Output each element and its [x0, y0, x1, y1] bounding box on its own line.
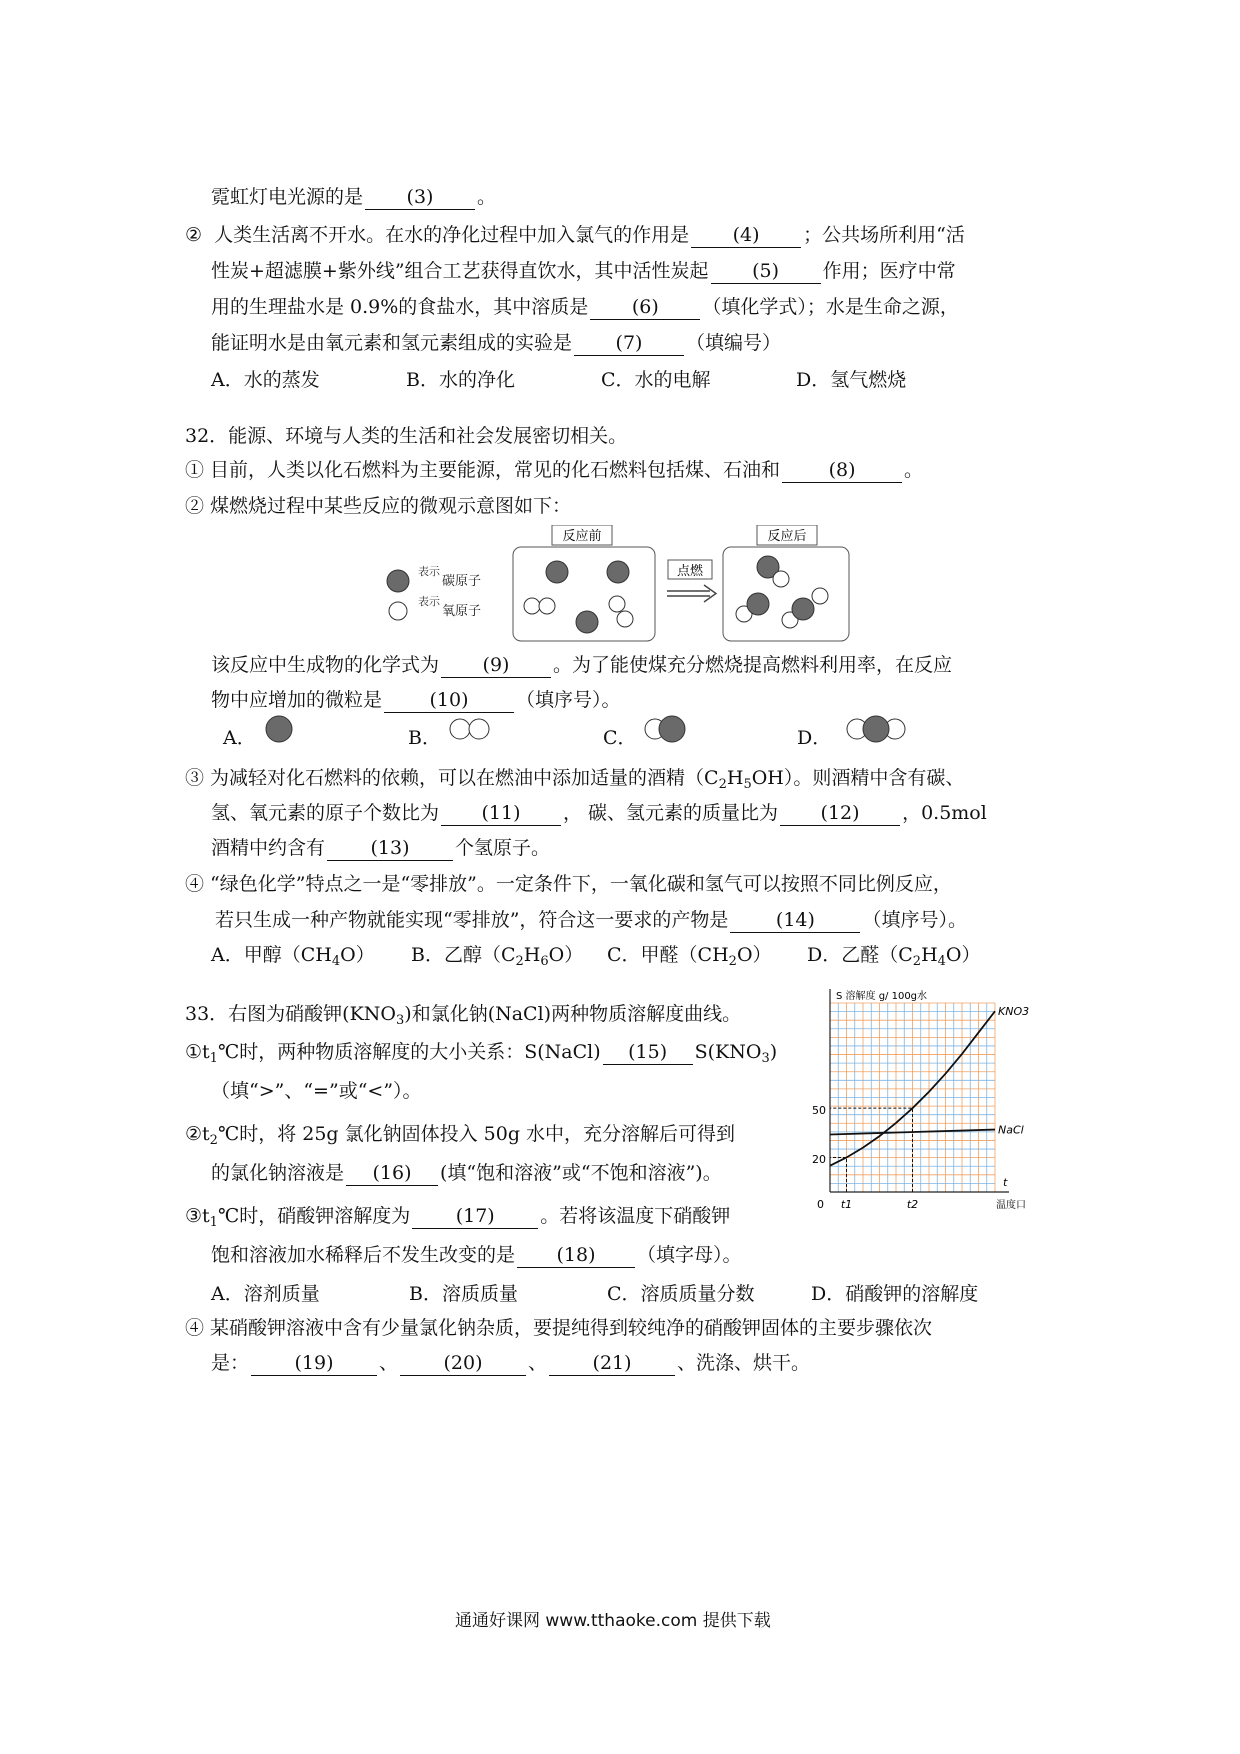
- subscript: 2: [718, 777, 727, 792]
- answer-blank-11[interactable]: (11): [441, 801, 561, 826]
- oxygen-atom-icon: [812, 588, 828, 604]
- text: 能证明水是由氧元素和氢元素组成的实验是: [211, 332, 573, 354]
- text: OH）。则酒精中含有碳、: [751, 767, 965, 789]
- option-label: C．: [603, 727, 637, 749]
- q33-item-3-line-2: [211, 1242, 742, 1268]
- chart-axes: [830, 989, 1009, 1192]
- option-c[interactable]: C．溶质质量分数: [607, 1283, 755, 1305]
- text: 用的生理盐水是 0.9%的食盐水，其中溶质是: [211, 296, 589, 318]
- carbon-atom-icon: [792, 598, 814, 620]
- text: H: [726, 767, 744, 789]
- q32-item-4-line-2: [215, 907, 967, 933]
- option-b[interactable]: [411, 942, 607, 975]
- text: 。: [904, 459, 924, 481]
- q31-item-2-line-1: [185, 222, 965, 248]
- text: (填“饱和溶液”或“不饱和溶液”)。: [440, 1162, 722, 1184]
- q32-item-3-line-3: [211, 835, 550, 861]
- answer-blank-8[interactable]: (8): [782, 458, 902, 483]
- text: 。若将该温度下硝酸钾: [540, 1205, 731, 1227]
- text: （填字母）。: [637, 1244, 742, 1266]
- text: O）: [548, 944, 584, 966]
- text: )和氯化钠(NaCl)两种物质溶解度曲线。: [404, 1003, 742, 1025]
- particle-option-c[interactable]: [603, 725, 637, 751]
- text: 物中应增加的微粒是: [211, 689, 383, 711]
- oxygen-atom-icon: [609, 596, 625, 612]
- option-b[interactable]: B．水的净化: [406, 369, 515, 391]
- text: ，0.5mol: [902, 802, 987, 824]
- answer-blank-9[interactable]: (9): [441, 653, 551, 678]
- option-b[interactable]: B．溶质质量: [409, 1283, 518, 1305]
- text: A．甲醇（CH: [211, 944, 332, 966]
- particle-option-d[interactable]: [797, 725, 831, 751]
- text: ；公共场所利用“活: [803, 224, 965, 246]
- text: （填序号）。: [862, 909, 967, 931]
- q33-item-4-line-1: ④ 某硝酸钾溶液中含有少量氯化钠杂质，要提纯得到较纯净的硝酸钾固体的主要步骤依次: [185, 1317, 933, 1339]
- subscript: 2: [515, 954, 524, 969]
- q33-item-1-line-2: （填“>”、“=”或“<”）。: [211, 1080, 422, 1102]
- x-tick-label: t1: [840, 1198, 853, 1211]
- text: （填化学式）；水是生命之源，: [702, 296, 959, 318]
- subscript: 3: [761, 1051, 770, 1066]
- answer-blank-10[interactable]: (10): [384, 688, 514, 713]
- answer-blank-16[interactable]: (16): [346, 1161, 438, 1186]
- item-marker: ②: [185, 224, 203, 246]
- option-label: D．: [797, 727, 832, 749]
- text: ③ 为减轻对化石燃料的依赖，可以在燃油中添加适量的酒精（C: [185, 767, 719, 789]
- text: H: [921, 944, 938, 966]
- answer-blank-17[interactable]: (17): [412, 1204, 538, 1229]
- carbon-atom-icon: [576, 611, 598, 633]
- text: O）: [736, 944, 772, 966]
- option-d[interactable]: [807, 942, 997, 975]
- text: O）: [945, 944, 981, 966]
- text: 人类生活离不开水。在水的净化过程中加入氯气的作用是: [214, 224, 690, 246]
- answer-blank-13[interactable]: (13): [327, 836, 453, 861]
- q33-item-4-line-2: [211, 1350, 810, 1376]
- text: 个氢原子。: [455, 837, 551, 859]
- option-a[interactable]: A．水的蒸发: [211, 369, 320, 391]
- x-tick-label: t2: [906, 1198, 919, 1211]
- subscript: 5: [743, 777, 752, 792]
- particle-co-molecule-icon: [640, 714, 692, 746]
- carbon-atom-icon: [546, 561, 568, 583]
- carbon-atom-icon: [747, 593, 769, 615]
- q33-item-2-line-1: [185, 1121, 735, 1154]
- text: 、: [379, 1352, 399, 1374]
- q32-item-2: ② 煤燃烧过程中某些反应的微观示意图如下：: [185, 495, 572, 517]
- text: ②t: [185, 1123, 210, 1145]
- text: B．乙醇（C: [411, 944, 516, 966]
- text: 氢、氧元素的原子个数比为: [211, 802, 440, 824]
- solubility-chart: [810, 985, 1070, 1235]
- particle-option-b[interactable]: [408, 725, 441, 751]
- subscript: 1: [209, 1215, 218, 1230]
- text: 33．右图为硝酸钾(KNO: [185, 1003, 396, 1025]
- carbon-atom-icon: [387, 570, 409, 592]
- text: ℃时，硝酸钾溶解度为: [217, 1205, 411, 1227]
- series-label-KNO3: KNO3: [998, 1005, 1030, 1019]
- text: 的氯化钠溶液是: [211, 1162, 345, 1184]
- text: ① 目前，人类以化石燃料为主要能源，常见的化石燃料包括煤、石油和: [185, 459, 781, 481]
- y-tick-label: 20: [812, 1153, 826, 1167]
- option-d[interactable]: D．氢气燃烧: [796, 369, 907, 391]
- page-footer: 通通好课网 www.tthaoke.com 提供下载: [455, 1611, 771, 1631]
- answer-blank-7[interactable]: (7): [574, 331, 684, 356]
- answer-blank-5[interactable]: (5): [711, 259, 821, 284]
- answer-blank-12[interactable]: (12): [780, 801, 900, 826]
- subscript: 6: [540, 954, 549, 969]
- subscript: 3: [396, 1013, 405, 1028]
- text: ℃时，两种物质溶解度的大小关系：S(NaCl): [217, 1041, 601, 1063]
- text: 酒精中约含有: [211, 837, 326, 859]
- option-d[interactable]: D．硝酸钾的溶解度: [811, 1283, 979, 1305]
- option-c[interactable]: [607, 942, 807, 975]
- x-axis-label: 温度口: [996, 1200, 1026, 1211]
- y-axis-label: S 溶解度 g/ 100g水: [836, 991, 928, 1002]
- subscript: 4: [937, 954, 946, 969]
- series-label-NaCl: NaCl: [998, 1123, 1024, 1137]
- text: 性炭+超滤膜+紫外线”组合工艺获得直饮水，其中活性炭起: [211, 260, 709, 282]
- origin-label: 0: [817, 1198, 824, 1211]
- q31-item-2-line-3: [211, 294, 959, 320]
- q33-item-3-line-1: [185, 1203, 730, 1236]
- text: ③t: [185, 1205, 210, 1227]
- option-c[interactable]: C．水的电解: [601, 369, 711, 391]
- carbon-atom-icon: [607, 561, 629, 583]
- after-label: 反应后: [767, 529, 807, 544]
- answer-blank-14[interactable]: (14): [730, 908, 860, 933]
- text: 。: [477, 186, 497, 208]
- text: 饱和溶液加水稀释后不发生改变的是: [211, 1244, 516, 1266]
- q33-item-2-line-2: [211, 1160, 722, 1186]
- q32-item-4-line-1: ④ “绿色化学”特点之一是“零排放”。一定条件下，一氧化碳和氢气可以按照不同比例反应，: [185, 873, 952, 895]
- condition-label: 点燃: [676, 564, 704, 579]
- oxygen-atom-icon: [617, 611, 633, 627]
- q32-item-4-options: [211, 942, 997, 975]
- option-label: B．: [408, 727, 441, 749]
- q33-item-3-options: [211, 1281, 1011, 1307]
- answer-blank-20[interactable]: (20): [400, 1351, 526, 1376]
- subscript: 4: [331, 954, 341, 969]
- text: 、洗涤、烘干。: [677, 1352, 811, 1374]
- x-axis-letter: t: [1003, 1176, 1008, 1189]
- answer-blank-6[interactable]: (6): [590, 295, 700, 320]
- oxygen-atom-icon: [524, 598, 540, 614]
- answer-blank-15[interactable]: (15): [603, 1040, 693, 1065]
- q31-item-2-line-4: [211, 330, 781, 356]
- oxygen-atom-icon: [539, 598, 555, 614]
- text: 作用；医疗中常: [822, 260, 956, 282]
- answer-blank-21[interactable]: (21): [549, 1351, 675, 1376]
- answer-blank-4[interactable]: (4): [691, 223, 801, 248]
- q32-title: 32．能源、环境与人类的生活和社会发展密切相关。: [185, 425, 628, 447]
- q33-item-1-line-1: [185, 1039, 777, 1072]
- text: C．甲醛（CH: [607, 944, 729, 966]
- oxygen-atom-icon: [389, 602, 407, 620]
- text: S(KNO: [694, 1041, 762, 1063]
- legend-label: 表示: [418, 565, 440, 578]
- legend-carbon: 碳原子: [442, 574, 482, 589]
- q32-item-1: [185, 457, 923, 483]
- q33-title: [185, 1001, 741, 1034]
- q32-item-3-line-2: [211, 800, 987, 826]
- subscript: 2: [912, 954, 922, 969]
- subscript: 1: [209, 1051, 218, 1066]
- text: H: [523, 944, 541, 966]
- text: 、: [528, 1352, 548, 1374]
- text: ①t: [185, 1041, 210, 1063]
- text: ， 碳、氢元素的质量比为: [563, 802, 779, 824]
- oxygen-atom-icon: [773, 571, 789, 587]
- legend-oxygen: 氧原子: [442, 604, 482, 619]
- y-tick-label: 50: [812, 1103, 826, 1117]
- text: D．乙醛（C: [807, 944, 913, 966]
- text: ): [769, 1041, 778, 1063]
- answer-blank-18[interactable]: (18): [517, 1243, 635, 1268]
- particle-option-a[interactable]: [223, 725, 256, 751]
- answer-blank-3[interactable]: (3): [365, 185, 475, 210]
- q32-item-2-line-2: [211, 652, 952, 678]
- legend-label: 表示: [418, 595, 440, 608]
- subscript: 2: [209, 1133, 218, 1148]
- reaction-diagram: [380, 525, 860, 650]
- q32-item-3-line-1: [185, 765, 964, 798]
- q32-item-2-line-3: [211, 687, 621, 713]
- particle-co2-molecule-icon: [843, 714, 913, 746]
- particle-oxygen-molecule-icon: [445, 714, 497, 746]
- subscript: 2: [728, 954, 737, 969]
- q31-line-3: [211, 184, 496, 210]
- text: ℃时，将 25g 氯化钠固体投入 50g 水中，充分溶解后可得到: [217, 1123, 736, 1145]
- text: 。为了能使煤充分燃烧提高燃料利用率，在反应: [553, 654, 953, 676]
- option-a[interactable]: [211, 942, 411, 975]
- arrow-head-icon: [704, 585, 716, 602]
- text: O）: [340, 944, 375, 966]
- answer-blank-19[interactable]: (19): [251, 1351, 377, 1376]
- text: （填编号）: [686, 332, 782, 354]
- option-a[interactable]: A．溶剂质量: [211, 1283, 320, 1305]
- particle-carbon-atom-icon: [262, 714, 296, 746]
- text: 是：: [211, 1352, 250, 1374]
- text: 该反应中生成物的化学式为: [211, 654, 440, 676]
- text: 霓虹灯电光源的是: [211, 186, 364, 208]
- before-label: 反应前: [562, 529, 602, 544]
- q31-options: [211, 367, 956, 393]
- text: （填序号）。: [516, 689, 621, 711]
- text: 若只生成一种产物就能实现“零排放”，符合这一要求的产物是: [215, 909, 729, 931]
- chart-grid: [830, 1003, 995, 1192]
- q31-item-2-line-2: [211, 258, 956, 284]
- option-label: A．: [223, 727, 256, 749]
